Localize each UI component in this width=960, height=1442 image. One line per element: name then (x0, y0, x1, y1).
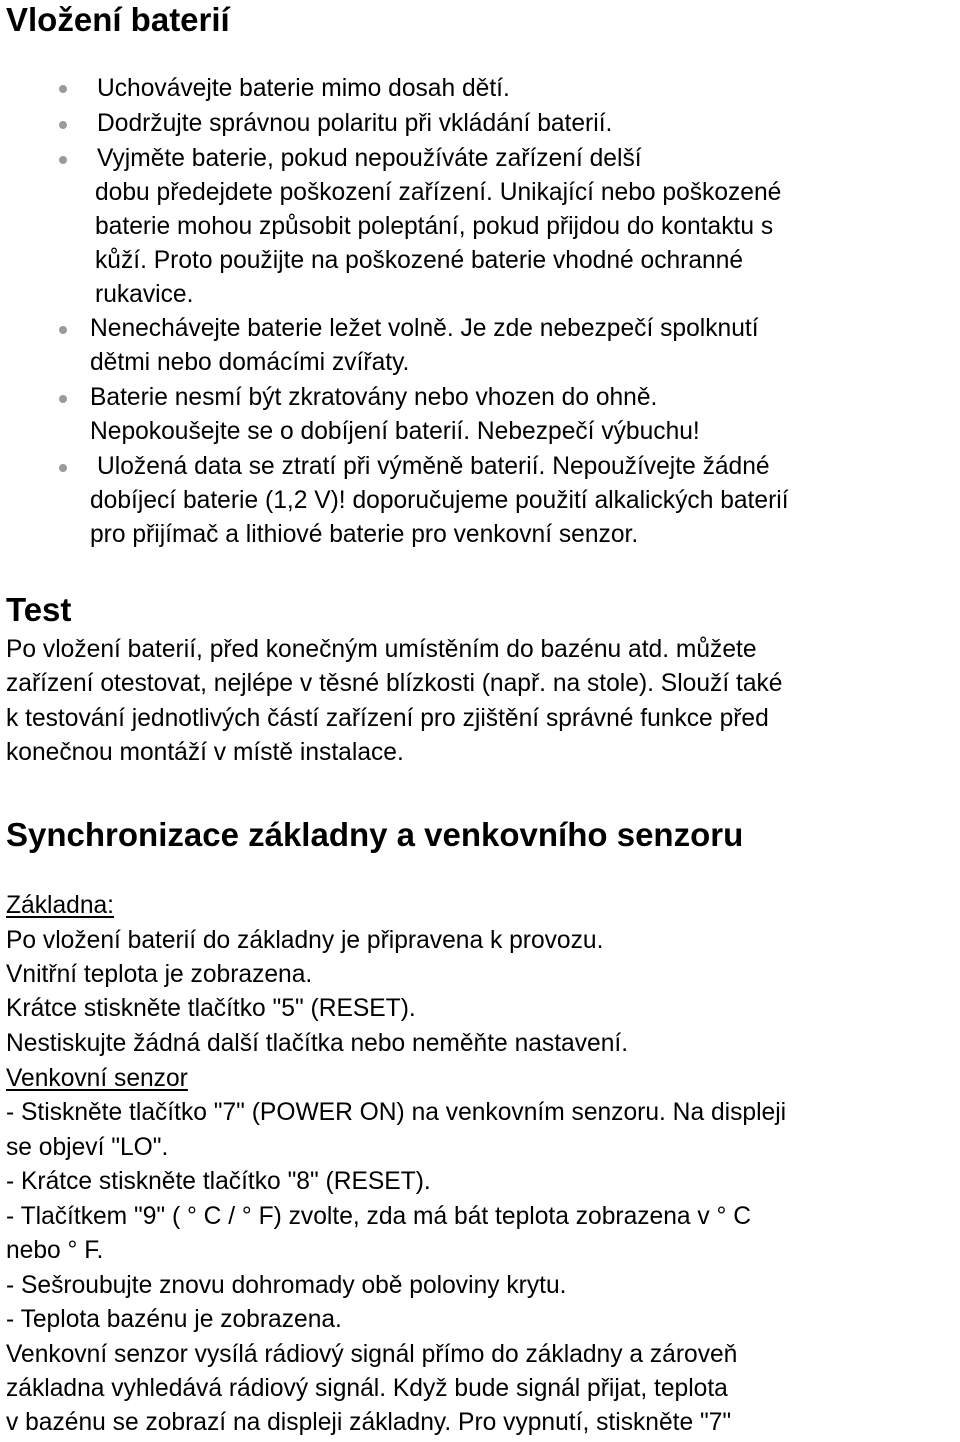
paragraph-line: - Stiskněte tlačítko "7" (POWER ON) na venkovním senzoru. Na displeji (6, 1099, 787, 1126)
paragraph-line: Nestiskujte žádná další tlačítka nebo neměňte nastavení. (6, 1030, 629, 1057)
list-item: Uchovávejte baterie mimo dosah dětí. (97, 75, 510, 102)
paragraph-line: v bazénu se zobrazí na displeji základny. Pro vypnutí, stiskněte "7" (6, 1409, 732, 1436)
paragraph-line: Venkovní senzor vysílá rádiový signál přímo do základny a zároveň (6, 1341, 738, 1368)
list-item: Baterie nesmí být zkratovány nebo vhozen do ohně. (90, 384, 658, 411)
list-item: Uložená data se ztratí při výměně baterií. Nepoužívejte žádné (97, 453, 770, 480)
subheading-base: Základna: (6, 892, 115, 919)
list-item-line: Nepokoušejte se o dobíjení baterií. Nebezpečí výbuchu! (90, 418, 700, 445)
list-item-line: rukavice. (95, 281, 194, 308)
paragraph-line: základna vyhledává rádiový signál. Když bude signál přijat, teplota (6, 1375, 728, 1402)
paragraph-line: - Tlačítkem "9" ( ° C / ° F) zvolte, zda má bát teplota zobrazena v ° C (6, 1203, 751, 1230)
list-item-line: pro přijímač a lithiové baterie pro venkovní senzor. (90, 521, 639, 548)
paragraph-line: se objeví "LO". (6, 1134, 169, 1161)
paragraph-line: Po vložení baterií, před konečným umístěním do bazénu atd. můžete (6, 636, 757, 663)
bullet-dot (59, 464, 67, 472)
paragraph-line: - Krátce stiskněte tlačítko "8" (RESET). (6, 1168, 431, 1195)
list-item-line: baterie mohou způsobit poleptání, pokud přijdou do kontaktu s (95, 213, 774, 240)
list-item: Vyjměte baterie, pokud nepoužíváte zařízení delší (97, 145, 642, 172)
bullet-dot (59, 395, 67, 403)
paragraph-line: k testování jednotlivých částí zařízení pro zjištění správné funkce před (6, 705, 769, 732)
list-item-line: dobu předejdete poškození zařízení. Unikající nebo poškozené (95, 179, 782, 206)
list-item-line: kůží. Proto použijte na poškozené baterie vhodné ochranné (95, 247, 744, 274)
paragraph-line: - Teplota bazénu je zobrazena. (6, 1306, 342, 1333)
paragraph-line: konečnou montáží v místě instalace. (6, 739, 404, 766)
paragraph-line: - Sešroubujte znovu dohromady obě poloviny krytu. (6, 1272, 567, 1299)
subheading-sensor: Venkovní senzor (6, 1065, 188, 1092)
list-item: Nenechávejte baterie ležet volně. Je zde nebezpečí spolknutí (90, 315, 759, 342)
paragraph-line: Krátce stiskněte tlačítko "5" (RESET). (6, 995, 416, 1022)
paragraph-line: Po vložení baterií do základny je připravena k provozu. (6, 927, 604, 954)
section-title-batteries: Vložení baterií (6, 1, 230, 38)
paragraph-line: zařízení otestovat, nejlépe v těsné blízkosti (např. na stole). Slouží také (6, 670, 783, 697)
list-item: Dodržujte správnou polaritu při vkládání baterií. (97, 110, 613, 137)
paragraph-line: Vnitřní teplota je zobrazena. (6, 961, 313, 988)
paragraph-line: nebo ° F. (6, 1237, 104, 1264)
list-item-line: dětmi nebo domácími zvířaty. (90, 349, 410, 376)
list-item-line: dobíjecí baterie (1,2 V)! doporučujeme použití alkalických baterií (90, 487, 789, 514)
bullet-dot (59, 85, 67, 93)
section-title-sync: Synchronizace základny a venkovního senzoru (6, 816, 744, 853)
bullet-dot (59, 121, 67, 129)
bullet-dot (59, 156, 67, 164)
section-title-test: Test (6, 591, 72, 628)
bullet-dot (59, 326, 67, 334)
